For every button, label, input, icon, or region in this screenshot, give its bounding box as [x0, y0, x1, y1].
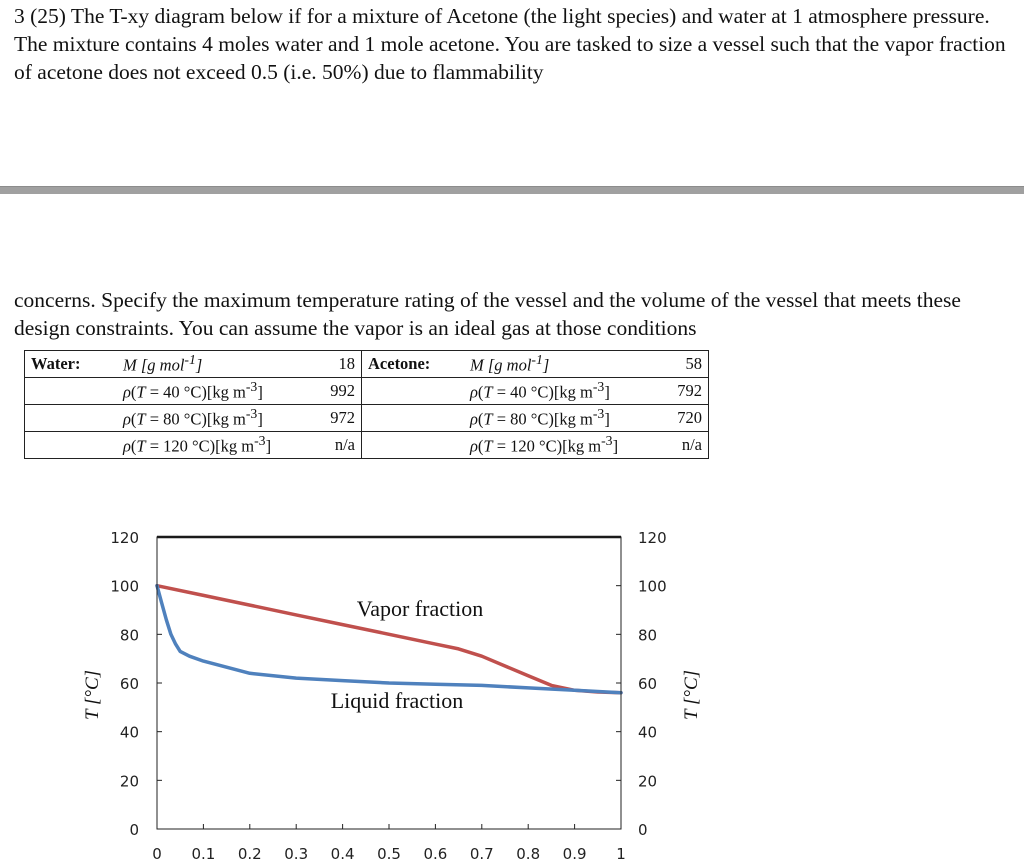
- y-axis-label-left: T [°C]: [82, 669, 103, 721]
- x-tick-label: 0.3: [284, 845, 309, 863]
- acetone-value: 720: [656, 405, 709, 432]
- water-value: 972: [309, 405, 362, 432]
- y-tick-label: 120: [638, 529, 667, 547]
- acetone-prop-label: ρ(T = 120 °C)[kg $m^{-3}$]: [464, 432, 656, 459]
- y-tick-label: 100: [638, 577, 667, 596]
- page-divider: [0, 186, 1024, 194]
- water-prop-label: ρ(T = 80 °C)[kg $m^{-3}$]: [117, 405, 309, 432]
- water-label: Water:: [25, 351, 118, 378]
- acetone-prop-label: ρ(T = 80 °C)[kg $m^{-3}$]: [464, 405, 656, 432]
- x-tick-label: 0.5: [377, 845, 401, 863]
- y-tick-label: 40: [119, 723, 139, 742]
- y-tick-label: 120: [110, 529, 139, 547]
- acetone-value: n/a: [656, 432, 709, 459]
- x-tick-label: 0.6: [423, 845, 448, 863]
- x-tick-label: 0: [152, 845, 162, 863]
- problem-statement-part1: 3 (25) The T-xy diagram below if for a mixture of Acetone (the light species) and water at 1 atmosphere pressure. The mixture contains 4 moles water and 1 mole acetone. You are tasked to size a vessel such that the vapor fraction of acetone does not exceed 0.5 (i.e. 50%) due to flammability: [14, 4, 1006, 84]
- x-tick-label: 0.1: [191, 845, 216, 863]
- water-value: 18: [309, 351, 362, 378]
- x-tick-label: 1: [616, 845, 626, 863]
- x-axis: [152, 824, 626, 863]
- y-axis-right: [616, 529, 667, 839]
- x-tick-label: 0.8: [516, 845, 541, 863]
- x-tick-label: 0.7: [469, 845, 494, 863]
- water-prop-label: ρ(T = 40 °C)[kg $m^{-3}$]: [117, 378, 309, 405]
- y-tick-label: 40: [638, 723, 658, 742]
- y-tick-label: 80: [119, 626, 139, 645]
- x-tick-label: 0.4: [330, 845, 355, 863]
- table-row: [25, 432, 709, 459]
- y-axis-left: [110, 529, 162, 839]
- acetone-prop-label: M [g mol$^{-1}$]: [464, 351, 656, 378]
- table-row: [25, 378, 709, 405]
- acetone-value: 792: [656, 378, 709, 405]
- x-tick-label: 0.9: [562, 845, 587, 863]
- y-tick-label: 0: [638, 821, 648, 839]
- water-value: n/a: [309, 432, 362, 459]
- water-value: 992: [309, 378, 362, 405]
- y-tick-label: 80: [638, 626, 658, 645]
- table-row: [25, 351, 709, 378]
- problem-statement-part2: concerns. Specify the maximum temperature rating of the vessel and the volume of the vessel that meets these design constraints. You can assume the vapor is an ideal gas at those conditions: [14, 288, 961, 340]
- acetone-prop-label: ρ(T = 40 °C)[kg $m^{-3}$]: [464, 378, 656, 405]
- table-row: [25, 405, 709, 432]
- y-axis-label-right: T [°C]: [681, 669, 702, 721]
- x-tick-label: 0.2: [237, 845, 262, 863]
- y-tick-label: 60: [119, 675, 139, 693]
- txy-chart: [0, 515, 1024, 867]
- water-prop-label: ρ(T = 120 °C)[kg $m^{-3}$]: [117, 432, 309, 459]
- vapor-fraction-label: Vapor fraction: [356, 596, 484, 621]
- y-tick-label: 60: [638, 675, 658, 693]
- acetone-label: Acetone:: [362, 351, 465, 378]
- acetone-value: 58: [656, 351, 709, 378]
- water-prop-label: M [g mol$^{-1}$]: [117, 351, 309, 378]
- y-tick-label: 100: [110, 577, 139, 596]
- y-tick-label: 20: [638, 772, 658, 791]
- liquid-fraction-label: Liquid fraction: [330, 688, 464, 713]
- property-table: [24, 350, 709, 459]
- y-tick-label: 20: [119, 772, 139, 791]
- y-tick-label: 0: [129, 821, 139, 839]
